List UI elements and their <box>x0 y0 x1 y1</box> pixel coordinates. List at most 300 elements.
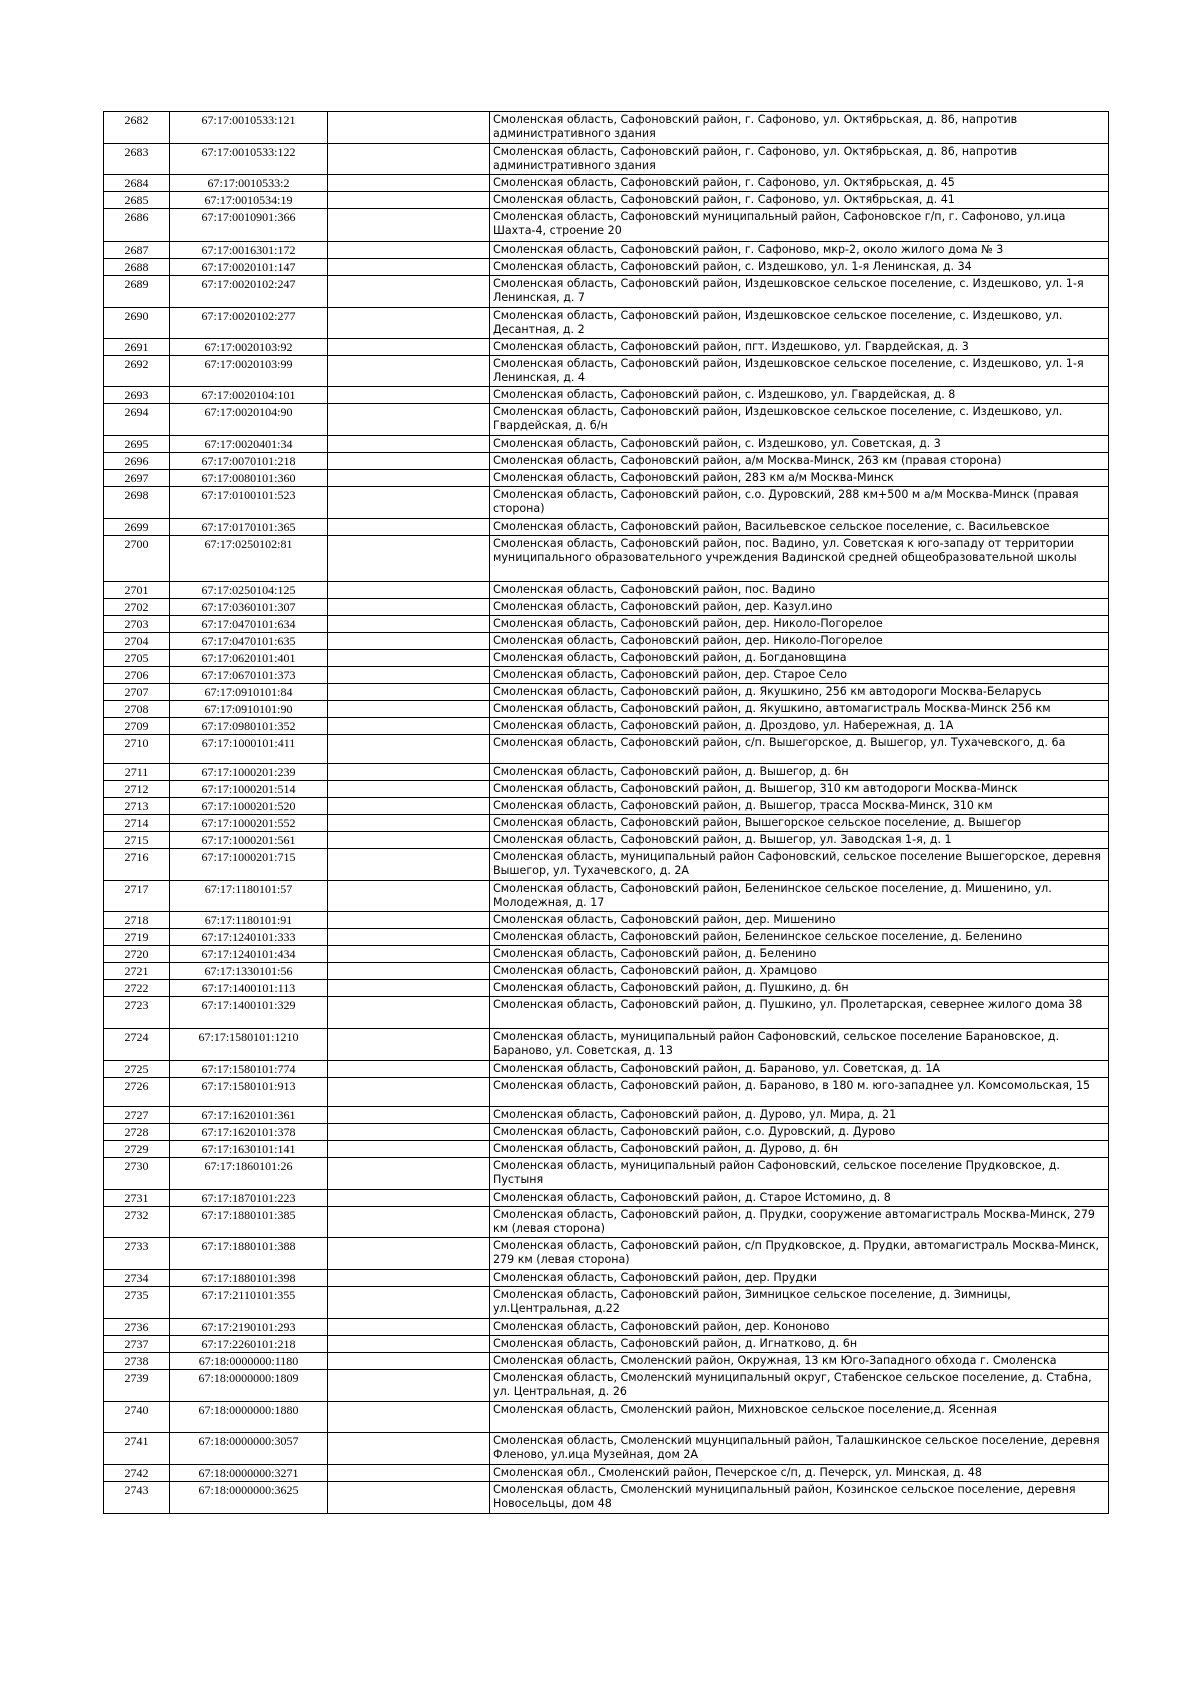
cadastral-number: 67:17:1880101:385 <box>170 1207 328 1238</box>
cadastral-number: 67:17:0910101:90 <box>170 701 328 718</box>
address-cell: Смоленская область, Сафоновский район, с. Издешково, ул. Гвардейская, д. 8 <box>490 387 1109 404</box>
address-cell: Смоленская область, Сафоновский район, Беленинское сельское поселение, д. Мишенино, ул. Молодежная, д. 17 <box>490 881 1109 912</box>
empty-cell <box>328 112 490 144</box>
address-cell: Смоленская область, Сафоновский район, г. Сафоново, мкр-2, около жилого дома № 3 <box>490 242 1109 259</box>
address-cell: Смоленская область, муниципальный район Сафоновский, сельское поселение Вышегорское, деревня Вышегор, ул. Тухачевского, д. 2А <box>490 849 1109 881</box>
cadastral-number: 67:17:1630101:141 <box>170 1141 328 1158</box>
row-number: 2723 <box>104 997 170 1029</box>
empty-cell <box>328 1207 490 1238</box>
cadastral-number: 67:17:2260101:218 <box>170 1336 328 1353</box>
address-cell: Смоленская область, Сафоновский район, г. Сафоново, ул. Октябрьская, д. 41 <box>490 192 1109 209</box>
row-number: 2688 <box>104 259 170 276</box>
address-cell: Смоленская область, Сафоновский район, д. Вышегор, д. 6н <box>490 764 1109 781</box>
table-row <box>104 616 1109 633</box>
cadastral-number: 67:17:0020102:277 <box>170 308 328 339</box>
table-row <box>104 781 1109 798</box>
address-cell: Смоленская область, Сафоновский район, г. Сафоново, ул. Октябрьская, д. 86, напротив административного здания <box>490 112 1109 144</box>
address-cell: Смоленская область, Сафоновский район, д. Вышегор, ул. Заводская 1-я, д. 1 <box>490 832 1109 849</box>
empty-cell <box>328 980 490 997</box>
cadastral-number: 67:17:2110101:355 <box>170 1287 328 1319</box>
table-row <box>104 308 1109 339</box>
address-cell: Смоленская область, Смоленский район, Окружная, 13 км Юго-Западного обхода г. Смоленска <box>490 1353 1109 1370</box>
address-cell: Смоленская область, Сафоновский район, д. Якушкино, 256 км автодороги Москва-Беларусь <box>490 684 1109 701</box>
empty-cell <box>328 1107 490 1124</box>
cadastral-number: 67:17:0100101:523 <box>170 487 328 519</box>
empty-cell <box>328 815 490 832</box>
cadastral-number: 67:17:0250102:81 <box>170 536 328 582</box>
row-number: 2735 <box>104 1287 170 1319</box>
row-number: 2742 <box>104 1465 170 1482</box>
cadastral-number: 67:17:1870101:223 <box>170 1190 328 1207</box>
table-row <box>104 1078 1109 1107</box>
row-number: 2704 <box>104 633 170 650</box>
address-cell: Смоленская область, Сафоновский район, д. Бараново, ул. Советская, д. 1А <box>490 1061 1109 1078</box>
cadastral-number: 67:17:0020102:247 <box>170 276 328 308</box>
empty-cell <box>328 1370 490 1402</box>
address-cell: Смоленская область, Сафоновский район, Издешковское сельское поселение, с. Издешково, ул. Гвардейская, д. б/н <box>490 404 1109 436</box>
empty-cell <box>328 404 490 436</box>
row-number: 2710 <box>104 735 170 764</box>
table-row <box>104 339 1109 356</box>
table-row <box>104 815 1109 832</box>
table-row <box>104 1465 1109 1482</box>
table-row <box>104 259 1109 276</box>
table-row <box>104 1482 1109 1514</box>
table-row <box>104 582 1109 599</box>
cadastral-number: 67:17:1620101:378 <box>170 1124 328 1141</box>
empty-cell <box>328 946 490 963</box>
address-cell: Смоленская область, Сафоновский район, дер. Николо-Погорелое <box>490 633 1109 650</box>
empty-cell <box>328 963 490 980</box>
row-number: 2696 <box>104 453 170 470</box>
table-row <box>104 980 1109 997</box>
empty-cell <box>328 798 490 815</box>
cadastral-number: 67:17:0670101:373 <box>170 667 328 684</box>
empty-cell <box>328 1353 490 1370</box>
table-row <box>104 684 1109 701</box>
cadastral-number: 67:17:0470101:635 <box>170 633 328 650</box>
table-row <box>104 387 1109 404</box>
cadastral-number: 67:17:0010534:19 <box>170 192 328 209</box>
row-number: 2701 <box>104 582 170 599</box>
table-row <box>104 633 1109 650</box>
empty-cell <box>328 1287 490 1319</box>
empty-cell <box>328 1482 490 1514</box>
records-table <box>103 111 1109 1514</box>
table-row <box>104 718 1109 735</box>
row-number: 2711 <box>104 764 170 781</box>
table-row <box>104 436 1109 453</box>
table-row <box>104 175 1109 192</box>
address-cell: Смоленская область, Сафоновский район, д. Дурово, д. 6н <box>490 1141 1109 1158</box>
address-cell: Смоленская область, Сафоновский район, д. Вышегор, 310 км автодороги Москва-Минск <box>490 781 1109 798</box>
table-row <box>104 209 1109 242</box>
row-number: 2689 <box>104 276 170 308</box>
cadastral-number: 67:17:1880101:398 <box>170 1270 328 1287</box>
cadastral-number: 67:17:1580101:913 <box>170 1078 328 1107</box>
empty-cell <box>328 519 490 536</box>
address-cell: Смоленская область, Сафоновский район, д. Храмцово <box>490 963 1109 980</box>
cadastral-number: 67:17:1000201:520 <box>170 798 328 815</box>
empty-cell <box>328 1124 490 1141</box>
address-cell: Смоленская область, Смоленский муниципальный округ, Стабенское сельское поселение, д. Стабна, ул. Центральная, д. 26 <box>490 1370 1109 1402</box>
empty-cell <box>328 339 490 356</box>
empty-cell <box>328 1402 490 1433</box>
row-number: 2721 <box>104 963 170 980</box>
address-cell: Смоленская область, Сафоновский район, дер. Старое Село <box>490 667 1109 684</box>
cadastral-number: 67:17:1000201:239 <box>170 764 328 781</box>
table-row <box>104 1107 1109 1124</box>
row-number: 2692 <box>104 356 170 387</box>
row-number: 2737 <box>104 1336 170 1353</box>
empty-cell <box>328 849 490 881</box>
cadastral-number: 67:17:1180101:57 <box>170 881 328 912</box>
table-row <box>104 1336 1109 1353</box>
row-number: 2702 <box>104 599 170 616</box>
empty-cell <box>328 276 490 308</box>
table-row <box>104 470 1109 487</box>
row-number: 2682 <box>104 112 170 144</box>
cadastral-number: 67:18:0000000:3625 <box>170 1482 328 1514</box>
cadastral-number: 67:18:0000000:1809 <box>170 1370 328 1402</box>
row-number: 2700 <box>104 536 170 582</box>
row-number: 2693 <box>104 387 170 404</box>
empty-cell <box>328 192 490 209</box>
row-number: 2740 <box>104 1402 170 1433</box>
table-row <box>104 1190 1109 1207</box>
address-cell: Смоленская область, Сафоновский муниципальный район, Сафоновское г/п, г. Сафоново, ул.ица Шахта-4, строение 20 <box>490 209 1109 242</box>
empty-cell <box>328 1336 490 1353</box>
table-row <box>104 1158 1109 1190</box>
table-row <box>104 536 1109 582</box>
cadastral-number: 67:17:1330101:56 <box>170 963 328 980</box>
row-number: 2718 <box>104 912 170 929</box>
cadastral-number: 67:17:1000201:552 <box>170 815 328 832</box>
address-cell: Смоленская область, Сафоновский район, с.о. Дуровский, 288 км+500 м а/м Москва-Минск (правая сторона) <box>490 487 1109 519</box>
address-cell: Смоленская область, Сафоновский район, дер. Николо-Погорелое <box>490 616 1109 633</box>
cadastral-number: 67:17:0010901:366 <box>170 209 328 242</box>
cadastral-number: 67:17:0070101:218 <box>170 453 328 470</box>
address-cell: Смоленская область, Сафоновский район, с/п Прудковское, д. Прудки, автомагистраль Москва-Минск, 279 км (левая сторона) <box>490 1238 1109 1270</box>
address-cell: Смоленская область, муниципальный район Сафоновский, сельское поселение Барановское, д. Бараново, ул. Советская, д. 13 <box>490 1029 1109 1061</box>
cadastral-number: 67:18:0000000:1180 <box>170 1353 328 1370</box>
cadastral-number: 67:17:1000201:715 <box>170 849 328 881</box>
address-cell: Смоленская область, Сафоновский район, 283 км а/м Москва-Минск <box>490 470 1109 487</box>
row-number: 2708 <box>104 701 170 718</box>
empty-cell <box>328 436 490 453</box>
empty-cell <box>328 356 490 387</box>
table-row <box>104 276 1109 308</box>
cadastral-number: 67:17:0020104:101 <box>170 387 328 404</box>
table-row <box>104 356 1109 387</box>
cadastral-number: 67:17:1180101:91 <box>170 912 328 929</box>
empty-cell <box>328 387 490 404</box>
empty-cell <box>328 1061 490 1078</box>
table-row <box>104 453 1109 470</box>
row-number: 2734 <box>104 1270 170 1287</box>
address-cell: Смоленская область, Сафоновский район, дер. Кононово <box>490 1319 1109 1336</box>
row-number: 2691 <box>104 339 170 356</box>
address-cell: Смоленская область, Сафоновский район, д. Прудки, сооружение автомагистраль Москва-Минск, 279 км (левая сторона) <box>490 1207 1109 1238</box>
address-cell: Смоленская область, Сафоновский район, г. Сафоново, ул. Октябрьская, д. 86, напротив административного здания <box>490 144 1109 175</box>
cadastral-number: 67:17:0010533:121 <box>170 112 328 144</box>
row-number: 2716 <box>104 849 170 881</box>
cadastral-number: 67:17:1400101:113 <box>170 980 328 997</box>
cadastral-number: 67:17:1400101:329 <box>170 997 328 1029</box>
table-row <box>104 735 1109 764</box>
address-cell: Смоленская область, Сафоновский район, д. Якушкино, автомагистраль Москва-Минск 256 км <box>490 701 1109 718</box>
address-cell: Смоленская область, Сафоновский район, Издешковское сельское поселение, с. Издешково, ул. 1-я Ленинская, д. 4 <box>490 356 1109 387</box>
cadastral-number: 67:17:1580101:774 <box>170 1061 328 1078</box>
table-row <box>104 798 1109 815</box>
empty-cell <box>328 308 490 339</box>
row-number: 2743 <box>104 1482 170 1514</box>
row-number: 2697 <box>104 470 170 487</box>
empty-cell <box>328 832 490 849</box>
row-number: 2709 <box>104 718 170 735</box>
cadastral-number: 67:17:0020401:34 <box>170 436 328 453</box>
row-number: 2686 <box>104 209 170 242</box>
empty-cell <box>328 781 490 798</box>
table-row <box>104 1270 1109 1287</box>
empty-cell <box>328 912 490 929</box>
empty-cell <box>328 470 490 487</box>
empty-cell <box>328 1158 490 1190</box>
table-row <box>104 701 1109 718</box>
cadastral-number: 67:17:1860101:26 <box>170 1158 328 1190</box>
table-row <box>104 144 1109 175</box>
cadastral-number: 67:17:1880101:388 <box>170 1238 328 1270</box>
table-row <box>104 1319 1109 1336</box>
address-cell: Смоленская область, Сафоновский район, пгт. Издешково, ул. Гвардейская, д. 3 <box>490 339 1109 356</box>
table-row <box>104 242 1109 259</box>
address-cell: Смоленская область, Сафоновский район, д. Беленино <box>490 946 1109 963</box>
empty-cell <box>328 1433 490 1465</box>
row-number: 2722 <box>104 980 170 997</box>
cadastral-number: 67:17:0470101:634 <box>170 616 328 633</box>
cadastral-number: 67:17:0080101:360 <box>170 470 328 487</box>
address-cell: Смоленская область, Сафоновский район, дер. Прудки <box>490 1270 1109 1287</box>
row-number: 2714 <box>104 815 170 832</box>
table-row <box>104 192 1109 209</box>
row-number: 2729 <box>104 1141 170 1158</box>
address-cell: Смоленская область, Сафоновский район, Беленинское сельское поселение, д. Беленино <box>490 929 1109 946</box>
cadastral-number: 67:17:0020104:90 <box>170 404 328 436</box>
address-cell: Смоленская обл., Смоленский район, Печерское с/п, д. Печерск, ул. Минская, д. 48 <box>490 1465 1109 1482</box>
cadastral-number: 67:17:0250104:125 <box>170 582 328 599</box>
empty-cell <box>328 633 490 650</box>
address-cell: Смоленская область, Сафоновский район, д. Богдановщина <box>490 650 1109 667</box>
empty-cell <box>328 242 490 259</box>
empty-cell <box>328 997 490 1029</box>
table-row <box>104 881 1109 912</box>
table-row <box>104 764 1109 781</box>
address-cell: Смоленская область, муниципальный район Сафоновский, сельское поселение Прудковское, д. Пустыня <box>490 1158 1109 1190</box>
address-cell: Смоленская область, Сафоновский район, д. Пушкино, д. 6н <box>490 980 1109 997</box>
row-number: 2738 <box>104 1353 170 1370</box>
row-number: 2724 <box>104 1029 170 1061</box>
cadastral-number: 67:18:0000000:3057 <box>170 1433 328 1465</box>
address-cell: Смоленская область, Сафоновский район, д. Дурово, ул. Мира, д. 21 <box>490 1107 1109 1124</box>
row-number: 2730 <box>104 1158 170 1190</box>
cadastral-number: 67:17:1240101:434 <box>170 946 328 963</box>
address-cell: Смоленская область, Сафоновский район, г. Сафоново, ул. Октябрьская, д. 45 <box>490 175 1109 192</box>
empty-cell <box>328 599 490 616</box>
address-cell: Смоленская область, Сафоновский район, д. Пушкино, ул. Пролетарская, севернее жилого дома 38 <box>490 997 1109 1029</box>
row-number: 2695 <box>104 436 170 453</box>
table-row <box>104 946 1109 963</box>
address-cell: Смоленская область, Сафоновский район, Васильевское сельское поселение, с. Васильевское <box>490 519 1109 536</box>
row-number: 2739 <box>104 1370 170 1402</box>
empty-cell <box>328 175 490 192</box>
table-row <box>104 1353 1109 1370</box>
address-cell: Смоленская область, Сафоновский район, а/м Москва-Минск, 263 км (правая сторона) <box>490 453 1109 470</box>
row-number: 2725 <box>104 1061 170 1078</box>
empty-cell <box>328 1078 490 1107</box>
empty-cell <box>328 259 490 276</box>
empty-cell <box>328 667 490 684</box>
address-cell: Смоленская область, Сафоновский район, дер. Казул.ино <box>490 599 1109 616</box>
table-row <box>104 404 1109 436</box>
empty-cell <box>328 1465 490 1482</box>
empty-cell <box>328 1238 490 1270</box>
address-cell: Смоленская область, Сафоновский район, Издешковское сельское поселение, с. Издешково, ул. 1-я Ленинская, д. 7 <box>490 276 1109 308</box>
cadastral-number: 67:17:1580101:1210 <box>170 1029 328 1061</box>
address-cell: Смоленская область, Сафоновский район, Зимницкое сельское поселение, д. Зимницы, ул.Центральная, д.22 <box>490 1287 1109 1319</box>
row-number: 2685 <box>104 192 170 209</box>
empty-cell <box>328 1029 490 1061</box>
address-cell: Смоленская область, Сафоновский район, с/п. Вышегорское, д. Вышегор, ул. Тухачевского, д. 6а <box>490 735 1109 764</box>
table-row <box>104 487 1109 519</box>
empty-cell <box>328 1141 490 1158</box>
table-row <box>104 1370 1109 1402</box>
cadastral-number: 67:17:1000201:514 <box>170 781 328 798</box>
table-row <box>104 650 1109 667</box>
row-number: 2731 <box>104 1190 170 1207</box>
table-row <box>104 1061 1109 1078</box>
table-row <box>104 599 1109 616</box>
empty-cell <box>328 582 490 599</box>
row-number: 2690 <box>104 308 170 339</box>
empty-cell <box>328 1319 490 1336</box>
row-number: 2715 <box>104 832 170 849</box>
cadastral-number: 67:17:0020103:99 <box>170 356 328 387</box>
cadastral-number: 67:17:2190101:293 <box>170 1319 328 1336</box>
cadastral-number: 67:17:0020101:147 <box>170 259 328 276</box>
row-number: 2732 <box>104 1207 170 1238</box>
empty-cell <box>328 1270 490 1287</box>
table-row <box>104 832 1109 849</box>
table-row <box>104 1141 1109 1158</box>
table-row <box>104 1402 1109 1433</box>
row-number: 2713 <box>104 798 170 815</box>
table-row <box>104 997 1109 1029</box>
table-row <box>104 912 1109 929</box>
cadastral-number: 67:17:0010533:122 <box>170 144 328 175</box>
address-cell: Смоленская область, Смоленский район, Михновское сельское поселение,д. Ясенная <box>490 1402 1109 1433</box>
address-cell: Смоленская область, Сафоновский район, пос. Вадино <box>490 582 1109 599</box>
cadastral-number: 67:17:0016301:172 <box>170 242 328 259</box>
row-number: 2705 <box>104 650 170 667</box>
table-row <box>104 929 1109 946</box>
empty-cell <box>328 735 490 764</box>
row-number: 2728 <box>104 1124 170 1141</box>
empty-cell <box>328 536 490 582</box>
row-number: 2719 <box>104 929 170 946</box>
table-row <box>104 1124 1109 1141</box>
cadastral-number: 67:17:0980101:352 <box>170 718 328 735</box>
empty-cell <box>328 616 490 633</box>
address-cell: Смоленская область, Сафоновский район, Вышегорское сельское поселение, д. Вышегор <box>490 815 1109 832</box>
table-row <box>104 667 1109 684</box>
table-row <box>104 1433 1109 1465</box>
empty-cell <box>328 684 490 701</box>
records-table-body <box>104 112 1109 1514</box>
row-number: 2736 <box>104 1319 170 1336</box>
cadastral-number: 67:17:1240101:333 <box>170 929 328 946</box>
table-row <box>104 519 1109 536</box>
address-cell: Смоленская область, Сафоновский район, Издешковское сельское поселение, с. Издешково, ул. Десантная, д. 2 <box>490 308 1109 339</box>
row-number: 2699 <box>104 519 170 536</box>
address-cell: Смоленская область, Сафоновский район, д. Дроздово, ул. Набережная, д. 1А <box>490 718 1109 735</box>
cadastral-number: 67:18:0000000:1880 <box>170 1402 328 1433</box>
table-row <box>104 849 1109 881</box>
row-number: 2741 <box>104 1433 170 1465</box>
row-number: 2726 <box>104 1078 170 1107</box>
empty-cell <box>328 487 490 519</box>
table-row <box>104 1287 1109 1319</box>
empty-cell <box>328 929 490 946</box>
empty-cell <box>328 453 490 470</box>
row-number: 2707 <box>104 684 170 701</box>
row-number: 2720 <box>104 946 170 963</box>
cadastral-number: 67:17:0170101:365 <box>170 519 328 536</box>
address-cell: Смоленская область, Сафоновский район, дер. Мишенино <box>490 912 1109 929</box>
cadastral-number: 67:17:0620101:401 <box>170 650 328 667</box>
row-number: 2706 <box>104 667 170 684</box>
address-cell: Смоленская область, Сафоновский район, с. Издешково, ул. 1-я Ленинская, д. 34 <box>490 259 1109 276</box>
row-number: 2683 <box>104 144 170 175</box>
cadastral-number: 67:17:0360101:307 <box>170 599 328 616</box>
empty-cell <box>328 650 490 667</box>
address-cell: Смоленская область, Сафоновский район, д. Бараново, в 180 м. юго-западнее ул. Комсомольская, 15 <box>490 1078 1109 1107</box>
table-row <box>104 112 1109 144</box>
row-number: 2684 <box>104 175 170 192</box>
row-number: 2703 <box>104 616 170 633</box>
row-number: 2698 <box>104 487 170 519</box>
empty-cell <box>328 718 490 735</box>
empty-cell <box>328 881 490 912</box>
empty-cell <box>328 209 490 242</box>
address-cell: Смоленская область, Сафоновский район, д. Вышегор, трасса Москва-Минск, 310 км <box>490 798 1109 815</box>
table-row <box>104 1238 1109 1270</box>
cadastral-number: 67:17:0020103:92 <box>170 339 328 356</box>
table-row <box>104 1029 1109 1061</box>
cadastral-number: 67:17:0910101:84 <box>170 684 328 701</box>
address-cell: Смоленская область, Смоленский мцунципальный район, Талашкинское сельское поселение, деревня Фленово, ул.ица Музейная, дом 2А <box>490 1433 1109 1465</box>
row-number: 2687 <box>104 242 170 259</box>
cadastral-number: 67:18:0000000:3271 <box>170 1465 328 1482</box>
address-cell: Смоленская область, Сафоновский район, с. Издешково, ул. Советская, д. 3 <box>490 436 1109 453</box>
row-number: 2712 <box>104 781 170 798</box>
address-cell: Смоленская область, Сафоновский район, д. Старое Истомино, д. 8 <box>490 1190 1109 1207</box>
cadastral-number: 67:17:1620101:361 <box>170 1107 328 1124</box>
row-number: 2727 <box>104 1107 170 1124</box>
row-number: 2694 <box>104 404 170 436</box>
cadastral-number: 67:17:1000101:411 <box>170 735 328 764</box>
row-number: 2717 <box>104 881 170 912</box>
address-cell: Смоленская область, Смоленский муниципальный район, Козинское сельское поселение, деревня Новосельцы, дом 48 <box>490 1482 1109 1514</box>
